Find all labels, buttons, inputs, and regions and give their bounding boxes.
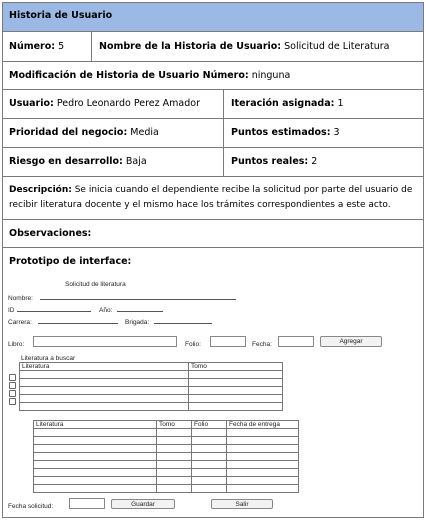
interface-prototype [3,248,423,516]
table2-header-folio: Folio [192,421,227,429]
table1-header-literatura: Literatura [20,363,189,371]
anio-input[interactable] [117,311,163,312]
table-row[interactable] [34,429,299,437]
numero-label: Número: [9,41,56,52]
id-input[interactable] [17,311,91,312]
row-modificacion [3,61,423,89]
brigada-input[interactable] [154,323,212,324]
row-checkbox-2[interactable] [9,382,16,389]
fecha-field-label: Fecha: [252,341,272,348]
carrera-field-label: Carrera: [8,319,32,326]
iteracion-value: 1 [337,98,344,109]
modificacion-label: Modificación de Historia de Usuario Número: [9,70,249,81]
table-row[interactable] [34,485,299,493]
table-row[interactable] [20,403,283,411]
user-story-card [2,2,424,518]
table-row[interactable] [34,477,299,485]
carrera-input[interactable] [38,323,118,324]
guardar-button[interactable]: Guardar [111,499,175,509]
literatura-buscar-title: Literatura a buscar [21,355,76,362]
table-row[interactable] [20,387,283,395]
table2-header-tomo: Tomo [157,421,192,429]
table-row[interactable] [34,461,299,469]
row-descripcion [3,176,423,219]
table-row[interactable] [34,437,299,445]
nombre-input[interactable] [40,299,236,300]
folio-field-label: Folio: [185,341,201,348]
puntos-estimados-label: Puntos estimados: [231,127,331,138]
table2-header-literatura: Literatura [34,421,157,429]
row-checkbox-3[interactable] [9,390,16,397]
form-title: Solicitud de literatura [65,281,126,288]
table-row[interactable] [20,371,283,379]
row-prototipo [3,247,423,517]
table1-header-tomo: Tomo [189,363,283,371]
table2-header-fecha-entrega: Fecha de entrega [227,421,299,429]
riesgo-label: Riesgo en desarrollo: [9,156,123,167]
puntos-estimados-value: 3 [333,127,340,138]
id-field-label: ID [8,307,15,314]
observaciones-label: Observaciones: [9,228,92,239]
row-checkbox-1[interactable] [9,374,16,381]
descripcion-value: Se inicia cuando el dependiente recibe la solicitud por parte del usuario de recibir literatura docente y el mismo hace los trámites correspondientes a este acto. [9,185,413,210]
fecha-input[interactable] [278,336,314,347]
row-riesgo-reales [3,147,423,176]
fecha-solicitud-input[interactable] [69,498,105,509]
prototipo-label: Prototipo de interface: [9,256,132,267]
fecha-solicitud-label: Fecha solicitud: [8,503,54,510]
libro-field-label: Libro: [8,341,25,348]
puntos-reales-label: Puntos reales: [231,156,309,167]
descripcion-label: Descripción: [9,185,72,195]
table-row[interactable] [34,445,299,453]
row-prioridad-estimados [3,118,423,147]
table-row[interactable] [34,453,299,461]
puntos-reales-value: 2 [311,156,318,167]
nombre-field-label: Nombre: [8,295,33,302]
agregar-button[interactable]: Agregar [320,336,382,347]
prioridad-value: Media [130,127,159,138]
numero-value: 5 [58,41,65,52]
nombre-label: Nombre de la Historia de Usuario: [99,41,282,52]
header-row [3,3,423,31]
modificacion-value: ninguna [251,70,291,81]
table-row[interactable] [34,469,299,477]
table-row[interactable] [20,379,283,387]
row-usuario-iteracion [3,89,423,118]
prioridad-label: Prioridad del negocio: [9,127,128,138]
literatura-buscar-table [19,362,283,411]
riesgo-value: Baja [125,156,147,167]
iteracion-label: Iteración asignada: [231,98,335,109]
salir-button[interactable]: Salir [211,499,273,509]
row-numero-nombre [3,31,423,61]
anio-field-label: Año: [99,307,113,314]
table-row[interactable] [20,395,283,403]
header-title: Historia de Usuario [9,10,113,21]
solicitud-table [33,420,299,493]
usuario-label: Usuario: [9,98,54,109]
row-checkbox-4[interactable] [9,398,16,405]
row-observaciones [3,219,423,247]
folio-input[interactable] [210,336,246,347]
nombre-value: Solicitud de Literatura [284,41,390,52]
usuario-value: Pedro Leonardo Perez Amador [56,98,200,109]
brigada-field-label: Brigada: [125,319,150,326]
libro-input[interactable] [33,336,177,347]
